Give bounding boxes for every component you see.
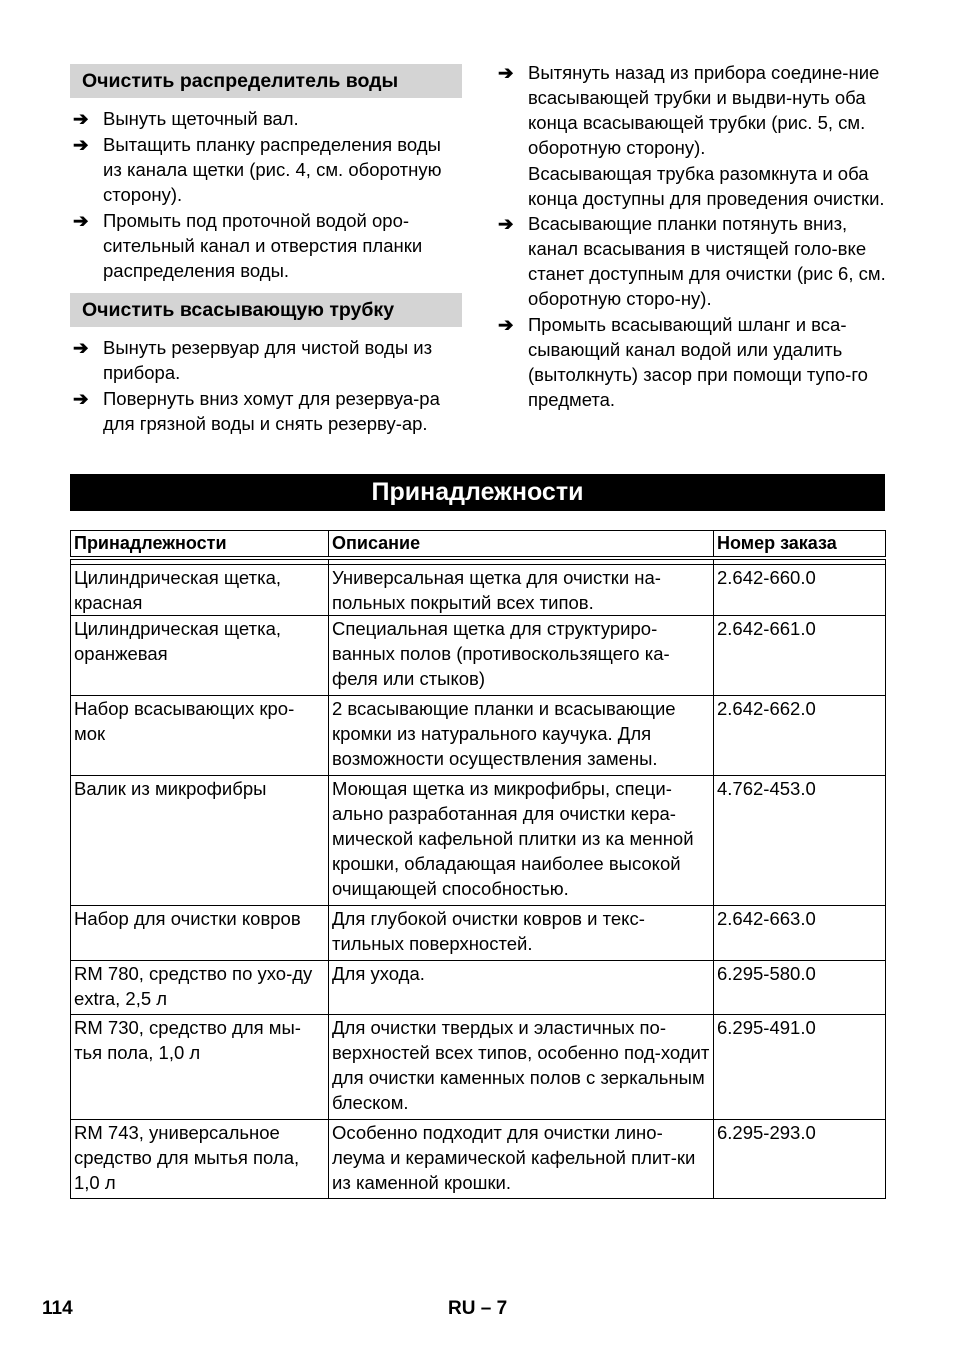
cell-order-number: 4.762-453.0	[714, 776, 886, 906]
cell-accessory: Валик из микрофибры	[71, 776, 329, 906]
table-row	[71, 696, 886, 776]
arrow-right-icon: ➔	[73, 388, 89, 409]
step-item: ➔ Вынуть резервуар для чистой воды из прибора.	[73, 337, 433, 383]
cell-description: Для глубокой очистки ковров и текс-тильных поверхностей.	[329, 906, 714, 961]
cell-description: Особенно подходит для очистки лино-леума и керамической кафельной плит-ки из каменной крошки.	[329, 1120, 714, 1199]
cell-accessory: Набор для очистки ковров	[71, 906, 329, 961]
section-heading-water-distributor: Очистить распределитель воды	[70, 64, 462, 98]
table-row	[71, 616, 886, 696]
step-item: ➔ Вытащить планку распределения воды из канала щетки (рис. 4, см. оборотную сторону).	[73, 134, 442, 205]
table-row	[71, 906, 886, 961]
right-column	[495, 60, 887, 413]
arrow-right-icon: ➔	[498, 62, 514, 83]
accessories-banner: Принадлежности	[70, 474, 885, 511]
cell-order-number: 2.642-662.0	[714, 696, 886, 776]
cell-accessory: Цилиндрическая щетка, красная	[71, 565, 329, 616]
cell-description: Специальная щетка для структуриро-ванных полов (противоскользящего ка-феля или стыков)	[329, 616, 714, 696]
step-item: ➔ Вынуть щеточный вал.	[73, 108, 299, 129]
column-header-order-number: Номер заказа	[714, 531, 886, 559]
cell-order-number: 2.642-660.0	[714, 565, 886, 616]
cell-accessory: RM 743, универсальное средство для мытья пола, 1,0 л	[71, 1120, 329, 1199]
cell-order-number: 2.642-661.0	[714, 616, 886, 696]
cell-description: Универсальная щетка для очистки на-польных покрытий всех типов.	[329, 565, 714, 616]
table-row	[71, 1015, 886, 1120]
cell-order-number: 6.295-293.0	[714, 1120, 886, 1199]
cell-description: 2 всасывающие планки и всасывающие кромки из натурального каучука. Для возможности осуществления замены.	[329, 696, 714, 776]
section-heading-suction-tube: Очистить всасывающую трубку	[70, 293, 462, 327]
arrow-right-icon: ➔	[73, 210, 89, 231]
step-item: ➔ Промыть под проточной водой оро-сительный канал и отверстия планки распределения воды.	[73, 210, 423, 281]
table-row	[71, 1120, 886, 1199]
step-item: ➔ Всасывающие планки потянуть вниз, канал всасывания в чистящей голо-вке станет доступным для очистки (рис 6, см. оборотную сторо-ну).	[498, 213, 886, 309]
cell-accessory: RM 730, средство для мы-тья пола, 1,0 л	[71, 1015, 329, 1120]
arrow-right-icon: ➔	[73, 337, 89, 358]
cell-accessory: Цилиндрическая щетка, оранжевая	[71, 616, 329, 696]
cell-description: Для ухода.	[329, 961, 714, 1015]
table-header-row	[71, 531, 886, 559]
language-page-label: RU – 7	[448, 1298, 508, 1319]
steps-suction-tube-continued	[495, 60, 887, 160]
step-item: ➔ Повернуть вниз хомут для резервуа-ра для грязной воды и снять резерву-ар.	[73, 388, 440, 434]
arrow-right-icon: ➔	[73, 134, 89, 155]
step-item: ➔ Вытянуть назад из прибора соедине-ние всасывающей трубки и выдви-нуть оба конца всасывающей трубки (рис. 5, см. оборотную сторону).	[498, 62, 880, 158]
table-row	[71, 565, 886, 616]
steps-suction-strips	[495, 211, 887, 412]
cell-order-number: 6.295-491.0	[714, 1015, 886, 1120]
cell-order-number: 2.642-663.0	[714, 906, 886, 961]
steps-water-distributor	[70, 106, 462, 283]
column-header-description: Описание	[329, 531, 714, 559]
cell-accessory: RM 780, средство по ухо-ду extra, 2,5 л	[71, 961, 329, 1015]
arrow-right-icon: ➔	[498, 314, 514, 335]
accessories-table	[70, 530, 886, 1199]
steps-suction-tube	[70, 335, 462, 436]
cell-description: Для очистки твердых и эластичных по-верхностей всех типов, особенно под-ходит для очистки каменных полов с зеркальным блеском.	[329, 1015, 714, 1120]
cell-accessory: Набор всасывающих кро-мок	[71, 696, 329, 776]
table-row	[71, 776, 886, 906]
column-header-accessory: Принадлежности	[71, 531, 329, 559]
table-row	[71, 961, 886, 1015]
cell-order-number: 6.295-580.0	[714, 961, 886, 1015]
cell-description: Моющая щетка из микрофибры, специ-ально разработанная для очистки кера-мической кафельной плитки из ка менной крошки, обладающая наиболее высокой очищающей способностью.	[329, 776, 714, 906]
step-item: ➔ Промыть всасывающий шланг и вса-сывающий канал водой или удалить (вытолкнуть) засор при помощи тупо-го предмета.	[498, 314, 868, 410]
arrow-right-icon: ➔	[73, 108, 89, 129]
left-column	[70, 58, 462, 437]
note-text: Всасывающая трубка разомкнута и оба конца доступны для проведения очистки.	[528, 163, 885, 209]
arrow-right-icon: ➔	[498, 213, 514, 234]
page-number: 114	[42, 1298, 73, 1319]
